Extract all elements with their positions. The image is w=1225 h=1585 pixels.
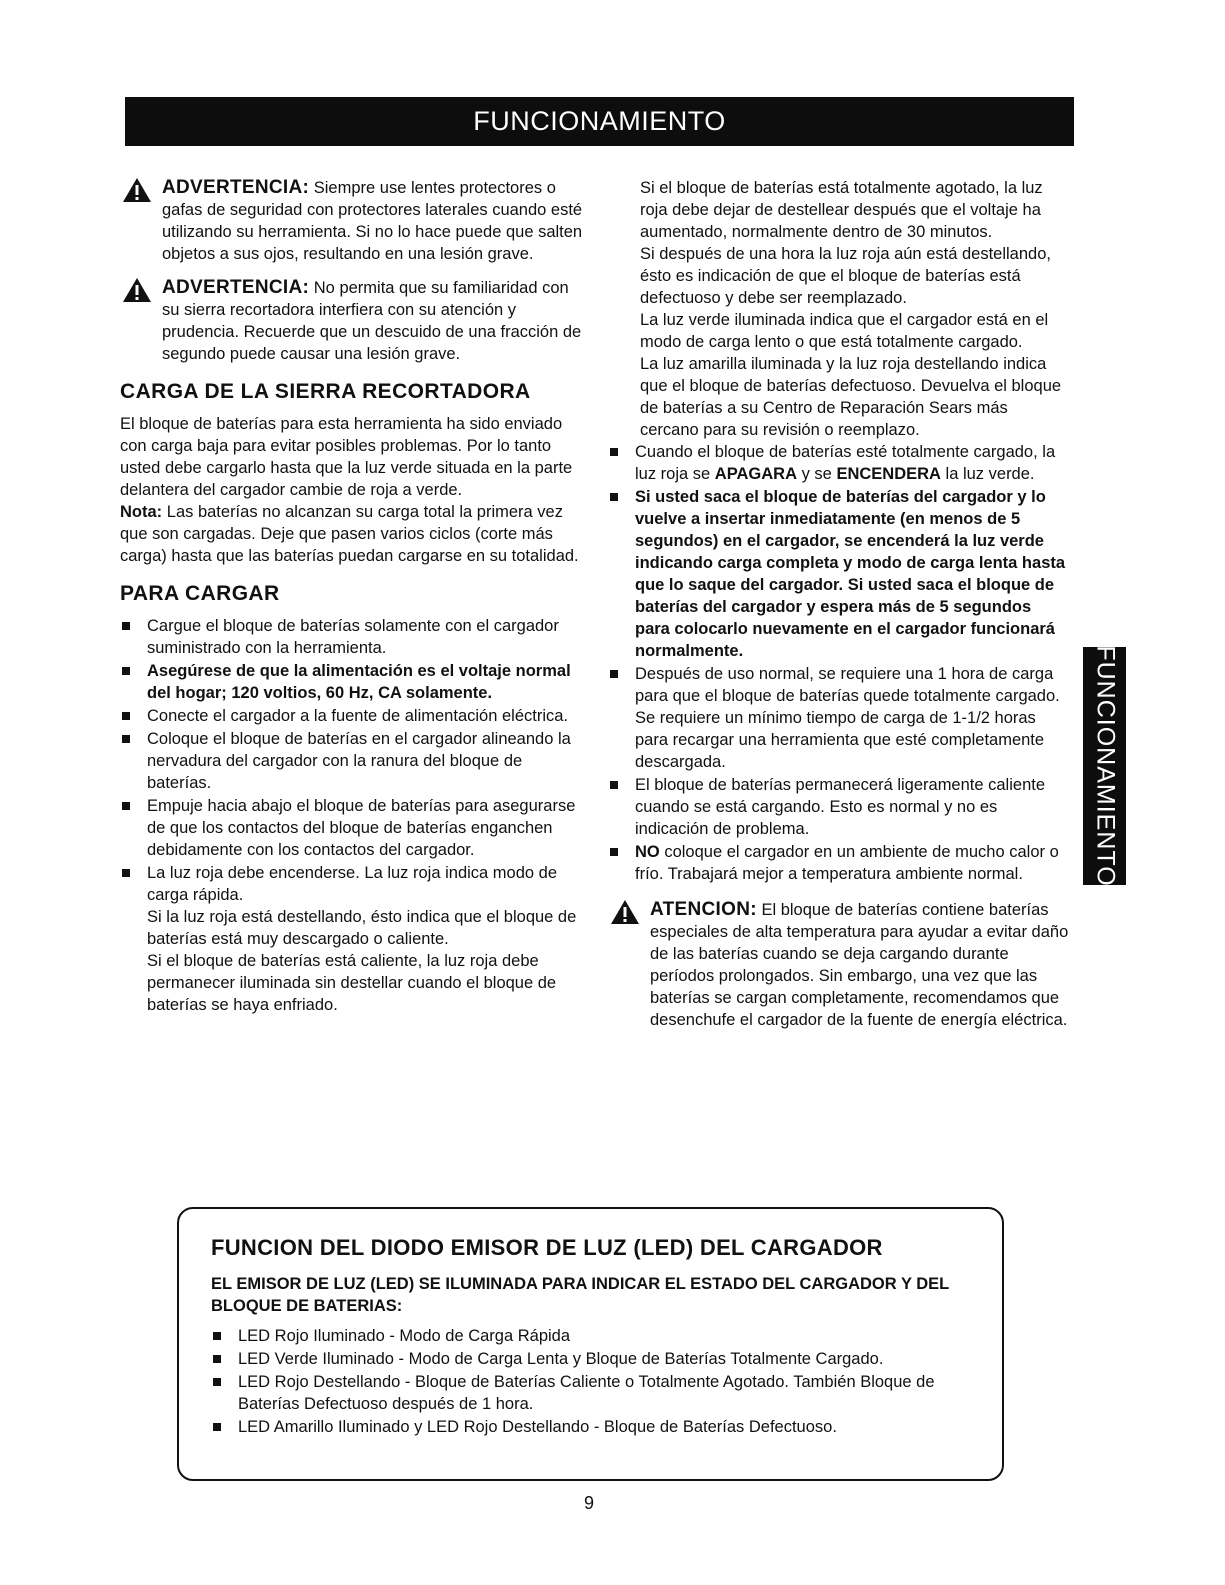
left-column	[120, 177, 585, 1017]
sub-paragraph: Si la luz roja está destellando, ésto indica que el bloque de baterías está muy descargado o caliente.	[147, 908, 577, 948]
list-item: Cargue el bloque de baterías solamente con el cargador suministrado con la herramienta.	[120, 615, 585, 659]
warning-text: Siempre use lentes protectores o gafas de seguridad con protectores laterales cuando esté utilizando su herramienta. Si no lo hace puede que salten objetos a sus ojos, resultando en una lesión grave.	[162, 179, 583, 263]
warning-block	[120, 177, 585, 265]
text-bold: APAGARA	[714, 465, 797, 483]
list-item: Conecte el cargador a la fuente de alimentación eléctrica.	[120, 705, 585, 727]
right-column	[608, 177, 1070, 1043]
led-function-box	[177, 1207, 1004, 1481]
side-section-tab	[1083, 647, 1126, 885]
warning-title: ADVERTENCIA:	[162, 277, 310, 298]
right-paragraph: Si después de una hora la luz roja aún está destellando, ésto es indicación de que el bloque de baterías está defectuoso y debe ser reemplazado.	[640, 245, 1051, 307]
text-bold: NO	[635, 843, 660, 861]
text-bold: ENCENDERA	[836, 465, 941, 483]
warning-title: ADVERTENCIA:	[162, 177, 310, 198]
text-part: coloque el cargador en un ambiente de mucho calor o frío. Trabajará mejor a temperatura ambiente normal.	[635, 843, 1059, 883]
sub-paragraph: Si el bloque de baterías está caliente, la luz roja debe permanecer iluminada sin destellar cuando el bloque de baterías se haya enfriado.	[147, 952, 557, 1014]
list-item: Empuje hacia abajo el bloque de baterías para asegurarse de que los contactos del bloque de baterías enganchen debidamente con los contactos del cargador.	[120, 795, 585, 861]
led-status-list	[211, 1325, 981, 1439]
warning-block	[120, 277, 585, 365]
list-item	[608, 441, 1070, 485]
charging-steps-list	[120, 615, 585, 1016]
led-box-title: FUNCION DEL DIODO EMISOR DE LUZ (LED) DEL CARGADOR	[211, 1235, 883, 1260]
list-item: LED Rojo Destellando - Bloque de Baterías Caliente o Totalmente Agotado. También Bloque de Baterías Defectuoso después de 1 hora.	[211, 1371, 981, 1415]
text-part: Cuando el bloque de baterías esté totalmente cargado, la luz roja se	[635, 443, 1056, 483]
note-paragraph	[120, 501, 585, 567]
section-title-to-charge: PARA CARGAR	[120, 582, 280, 605]
list-item: LED Verde Iluminado - Modo de Carga Lenta y Bloque de Baterías Totalmente Cargado.	[211, 1348, 981, 1370]
list-item-text: La luz roja debe encenderse. La luz roja indica modo de carga rápida.	[147, 864, 558, 904]
warning-icon	[122, 277, 152, 303]
warning-text: No permita que su familiaridad con su sierra recortadora interfiera con su atención y prudencia. Recuerde que un descuido de una fracción de segundo puede causar una lesión grave.	[162, 279, 582, 363]
list-item: Si usted saca el bloque de baterías del cargador y lo vuelve a insertar inmediatamente (en menos de 5 segundos) en el cargador, se encenderá la luz verde indicando carga completa y modo de carga lenta hasta que lo saque del cargador. Si usted saca el bloque de baterías del cargador y espera más de 5 segundos para colocarlo nuevamente en el cargador funcionará normalmente.	[608, 486, 1070, 662]
list-item: Después de uso normal, se requiere una 1 hora de carga para que el bloque de baterías quede totalmente cargado. Se requiere un mínimo tiempo de carga de 1-1/2 horas para recargar una herramienta que esté completamente descargada.	[608, 663, 1070, 773]
note-text: Las baterías no alcanzan su carga total la primera vez que son cargadas. Deje que pasen varios ciclos (corte más carga) hasta que las baterías puedan cargarse en su totalidad.	[120, 503, 579, 565]
list-item: Asegúrese de que la alimentación es el voltaje normal del hogar; 120 voltios, 60 Hz, CA solamente.	[120, 660, 585, 704]
warning-icon	[122, 177, 152, 203]
right-bullet-list	[608, 441, 1070, 885]
list-item: El bloque de baterías permanecerá ligeramente caliente cuando se está cargando. Esto es normal y no es indicación de problema.	[608, 774, 1070, 840]
right-paragraph: La luz amarilla iluminada y la luz roja destellando indica que el bloque de baterías defectuoso. Devuelva el bloque de baterías a su Centro de Reparación Sears más cercano para su revisión o reemplazo.	[640, 355, 1062, 439]
header-title: FUNCIONAMIENTO	[473, 106, 726, 136]
page-number: 9	[584, 1493, 595, 1513]
text-part: y se	[797, 465, 837, 483]
caution-text: El bloque de baterías contiene baterías especiales de alta temperatura para ayudar a evitar daño de las baterías cuando se deja cargando durante períodos prolongados. Sin embargo, una vez que las baterías se cargan completamente, recomendamos que desenchufe el cargador de la fuente de energía eléctrica.	[650, 901, 1069, 1029]
right-paragraph: La luz verde iluminada indica que el cargador está en el modo de carga lento o que está totalmente cargado.	[640, 311, 1049, 351]
list-item: LED Rojo Iluminado - Modo de Carga Rápida	[211, 1325, 981, 1347]
right-paragraph: Si el bloque de baterías está totalmente agotado, la luz roja debe dejar de destellear después que el voltaje ha aumentado, normalmente dentro de 30 minutos.	[640, 179, 1043, 241]
side-tab-label: FUNCIONAMIENTO	[1091, 645, 1119, 887]
paragraph: El bloque de baterías para esta herramienta ha sido enviado con carga baja para evitar posibles problemas. Por lo tanto usted debe cargarlo hasta que la luz verde situada en la parte delantera del cargador cambie de roja a verde.	[120, 415, 573, 499]
caution-title: ATENCION:	[650, 899, 757, 920]
note-label: Nota:	[120, 503, 163, 521]
list-item	[608, 841, 1070, 885]
text-part: la luz verde.	[940, 465, 1035, 483]
led-box-subtitle: EL EMISOR DE LUZ (LED) SE ILUMINADA PARA INDICAR EL ESTADO DEL CARGADOR Y DEL BLOQUE DE BATERIAS:	[211, 1275, 949, 1315]
page-header	[125, 97, 1074, 146]
list-item: Coloque el bloque de baterías en el cargador alineando la nervadura del cargador con la ranura del bloque de baterías.	[120, 728, 585, 794]
list-item	[120, 862, 585, 1016]
warning-icon	[610, 899, 640, 925]
section-title-charging: CARGA DE LA SIERRA RECORTADORA	[120, 380, 531, 403]
list-item: LED Amarillo Iluminado y LED Rojo Destellando - Bloque de Baterías Defectuoso.	[211, 1416, 981, 1438]
caution-block	[608, 899, 1070, 1031]
